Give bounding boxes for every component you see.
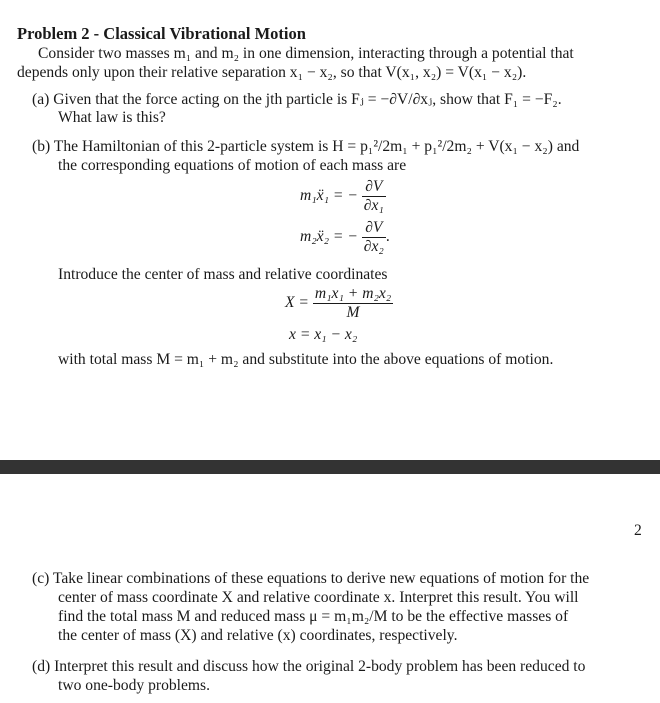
center-of-mass-intro: Introduce the center of mass and relative coordinates [58, 266, 388, 283]
eq2-period: . [385, 228, 390, 246]
eq2-lhs: m₂ẍ₂ = − [300, 228, 358, 246]
equation-motion-2 [300, 219, 390, 256]
eq1-numerator: ∂V [362, 178, 386, 197]
part-c-line-1: (c) Take linear combinations of these equations to derive new equations of motion for the [32, 570, 590, 587]
part-a-line-2: What law is this? [58, 109, 166, 126]
part-b-line-2: the corresponding equations of motion of each mass are [58, 157, 407, 174]
intro-line-2: depends only upon their relative separation x₁ − x₂, so that V(x₁, x₂) = V(x₁ − x₂). [17, 64, 527, 81]
eq3-lhs: X = [285, 294, 309, 312]
eq2-numerator: ∂V [362, 219, 386, 238]
intro-line-1: Consider two masses m₁ and m₂ in one dimension, interacting through a potential that [38, 45, 574, 62]
eq3-fraction [313, 285, 393, 322]
substitute-line: with total mass M = m₁ + m₂ and substitute into the above equations of motion. [58, 351, 554, 368]
eq1-fraction [362, 178, 386, 215]
eq1-denominator: ∂x₁ [363, 197, 384, 214]
part-c-line-3: find the total mass M and reduced mass μ = m₁m₂/M to be the effective masses of [58, 608, 569, 625]
page-number: 2 [634, 522, 642, 539]
equation-motion-1 [300, 178, 386, 215]
problem-title: Problem 2 - Classical Vibrational Motion [17, 24, 306, 43]
equation-relative-coordinate: x = x₁ − x₂ [289, 326, 358, 343]
eq1-lhs: m₁ẍ₁ = − [300, 187, 358, 205]
part-c-line-4: the center of mass (X) and relative (x) coordinates, respectively. [58, 627, 458, 644]
eq2-denominator: ∂x₂ [363, 238, 384, 255]
part-a-line-1: (a) Given that the force acting on the jth particle is Fⱼ = −∂V/∂xⱼ, show that F₁ = −F₂. [32, 91, 562, 108]
eq3-denominator: M [346, 304, 360, 321]
part-c-line-2: center of mass coordinate X and relative coordinate x. Interpret this result. You will [58, 589, 579, 606]
eq3-numerator: m₁x₁ + m₂x₂ [314, 285, 392, 302]
part-d-line-1: (d) Interpret this result and discuss how the original 2-body problem has been reduced to [32, 658, 586, 675]
page-divider [0, 460, 660, 474]
part-d-line-2: two one-body problems. [58, 677, 211, 694]
part-b-line-1: (b) The Hamiltonian of this 2-particle system is H = p₁²/2m₁ + p₁²/2m₂ + V(x₁ − x₂) and [32, 138, 580, 155]
equation-center-of-mass [285, 285, 393, 322]
eq2-fraction [362, 219, 386, 256]
